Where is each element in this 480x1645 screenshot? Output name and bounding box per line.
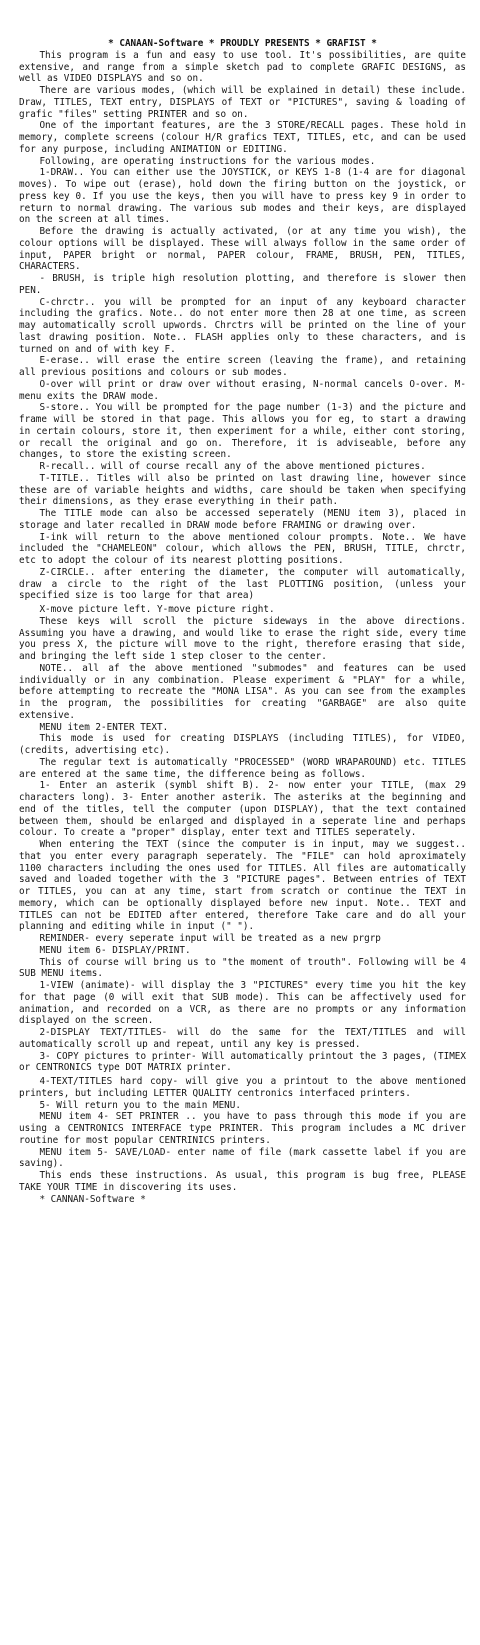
instruction-paragraph: One of the important features, are the 3 STORE/RECALL pages. These hold in memory, complete screens (colour H/R grafics TEXT, TITLES, etc, and can be used for any purpose, including ANIMATION or EDITING. xyxy=(19,120,466,155)
instruction-paragraph: T-TITLE.. Titles will also be printed on last drawing line, however since these are of variable heights and widths, care should be taken when specifying their dimensions, as they erase everything in their path. xyxy=(19,472,466,508)
instruction-paragraph: This ends these instructions. As usual, this program is bug free, PLEASE TAKE YOUR TIME in discovering its uses. xyxy=(19,1170,466,1193)
instruction-paragraph: X-move picture left. Y-move picture right. xyxy=(39,604,275,615)
instruction-paragraph: C-chrctr.. you will be prompted for an input of any keyboard character including the grafics. Note.. do not enter more then 28 at one time, as screen may automatically scroll upwords. Chrctrs will be printed on the line of your last drawing position. Note.. FLASH applies only to these characters, and is turned on and of with key F. xyxy=(19,296,466,355)
instruction-paragraph: S-store.. You will be prompted for the page number (1-3) and the picture and frame will be stored in that page. This allows you for eg, to start a drawing in certain colours, store it, then experiment for a while, either cont storing, or recall the original and go on. Therefore, it is adviseable, before any changes, to store the existing screen. xyxy=(19,402,466,461)
instruction-paragraph: MENU item 5- SAVE/LOAD- enter name of file (mark cassette label if you are saving). xyxy=(19,1146,466,1170)
instruction-paragraph: NOTE.. all af the above mentioned "submodes" and features can be used individually or in any combination. Please experiment & "PLAY" for a while, before attempting to recreate the "MONA LISA". As you can see from the examples in the program, the possibilities for creating "GARBAGE" are also quite extensive. xyxy=(19,662,466,721)
instruction-paragraph: This program is a fun and easy to use tool. It's possibilities, are quite extensive, and range from a simple sketch pad to complete GRAFIC DESIGNS, as well as VIDEO DISPLAYS and so on. xyxy=(19,49,466,85)
instruction-paragraph: These keys will scroll the picture sideways in the above directions. Assuming you have a drawing, and would like to erase the right side, every time you press X, the picture will move to the right, therefore erasing that side, and bringing the left side 1 step closer to the center. xyxy=(19,615,466,662)
instruction-paragraph: When entering the TEXT (since the computer is in input, may we suggest.. that you enter every paragraph seperately. The "FILE" can hold aproximately 1100 characters including the ones used for TITLES. All files are automatically saved and loaded together with the 3 "PICTURE pages". Between entries of TEXT or TITLES, you can at any time, start from scratch or continue the TEXT in memory, which can be optionally displayed before new input. Note.. TEXT and TITLES can not be EDITED after entered, therefore Take care and do all your planning and editing while in input (" "). xyxy=(19,839,466,933)
instruction-paragraph: * CANNAN-Software * xyxy=(39,1193,146,1205)
instruction-paragraph: 3- COPY pictures to printer- Will automatically printout the 3 pages, (TIMEX or CENTRONICS type DOT MATRIX printer. xyxy=(19,1050,466,1074)
instruction-paragraph: Z-CIRCLE.. after entering the diameter, the computer will automatically, draw a circle to the right of the last PLOTTING position, (unless your specified size is too large for that area) xyxy=(19,566,466,602)
instruction-paragraph: - BRUSH, is triple high resolution plotting, and therefore is slower then PEN. xyxy=(19,273,466,296)
instruction-paragraph: 2-DISPLAY TEXT/TITLES- will do the same for the TEXT/TITLES and will automatically scroll up and repeat, until any key is pressed. xyxy=(19,1027,466,1050)
instruction-paragraph: 1- Enter an asterik (symbl shift B). 2- now enter your TITLE, (max 29 characters long). 3- Enter another asterik. The asteriks at the beginning and end of the titles, tell the computer (upon DISPLAY), that the text contained between them, should be enlarged and displayed in a seperate line and perhaps colour. To create a "proper" display, enter text and TITLES seperately. xyxy=(19,780,466,839)
instruction-paragraph: There are various modes, (which will be explained in detail) these include. Draw, TITLES, TEXT entry, DISPLAYS of TEXT or "PICTURES", saving & loading of grafic "files" setting PRINTER and so on. xyxy=(19,85,466,120)
instruction-paragraph: 1-VIEW (animate)- will display the 3 "PICTURES" every time you hit the key for that page (0 will exit that SUB mode). This can be affectively used for animation, and recorded on a VCR, as there are no prompts or any information displayed on the screen. xyxy=(19,980,466,1027)
instruction-paragraph: The TITLE mode can also be accessed seperately (MENU item 3), placed in storage and later recalled in DRAW mode before FRAMING or drawing over. xyxy=(19,508,466,531)
instruction-paragraph: MENU item 6- DISPLAY/PRINT. xyxy=(39,944,191,956)
instruction-paragraph: This of course will bring us to "the moment of trouth". Following will be 4 SUB MENU items. xyxy=(19,956,466,980)
instruction-paragraph: MENU item 4- SET PRINTER .. you have to pass through this mode if you are using a CENTRONICS INTERFACE type PRINTER. This program includes a MC driver routine for most popular CENTRINICS printers. xyxy=(19,1111,466,1146)
document-heading: * CANAAN-Software * PROUDLY PRESENTS * GRAFIST * xyxy=(108,38,377,49)
instruction-paragraph: I-ink will return to the above mentioned colour prompts. Note.. We have included the "CHAMELEON" colour, which allows the PEN, BRUSH, TITLE, chrctr, etc to adopt the colour of its nearest plotting positions. xyxy=(19,531,466,566)
instruction-paragraph: 1-DRAW.. You can either use the JOYSTICK, or KEYS 1-8 (1-4 are for diagonal moves). To wipe out (erase), hold down the firing button on the joystick, or press key 0. If you use the keys, then you will have to press key 9 in order to return to normal drawing. The various sub modes and their keys, are displayed on the screen at all times. xyxy=(19,167,466,226)
instruction-paragraph: Following, are operating instructions for the various modes. xyxy=(39,155,376,167)
instruction-paragraph: Before the drawing is actually activated, (or at any time you wish), the colour options will be displayed. These will always follow in the same order of input, PAPER bright or normal, PAPER colour, FRAME, BRUSH, PEN, TITLES, CHARACTERS. xyxy=(19,226,466,273)
instruction-paragraph: 4-TEXT/TITLES hard copy- will give you a printout to the above mentioned printers, but including LETTER QUALITY centronics interfaced printers. xyxy=(19,1076,466,1099)
instruction-paragraph: E-erase.. will erase the entire screen (leaving the frame), and retaining all previous positions and colours or sub modes. xyxy=(19,355,466,378)
instruction-paragraph: 5- Will return you to the main MENU. xyxy=(39,1099,241,1111)
instruction-paragraph: This mode is used for creating DISPLAYS (including TITLES), for VIDEO, (credits, advertising etc). xyxy=(19,733,466,756)
instruction-paragraph: The regular text is automatically "PROCESSED" (WORD WRAPAROUND) etc. TITLES are entered at the same time, the difference being as follows. xyxy=(19,756,466,780)
instruction-paragraph: REMINDER- every seperate input will be treated as a new prgrp xyxy=(39,933,381,944)
instruction-paragraph: R-recall.. will of course recall any of the above mentioned pictures. xyxy=(39,461,426,472)
instruction-paragraph: O-over will print or draw over without erasing, N-normal cancels O-over. M-menu exits the DRAW mode. xyxy=(19,378,466,402)
instruction-paragraph: MENU item 2-ENTER TEXT. xyxy=(39,721,169,733)
